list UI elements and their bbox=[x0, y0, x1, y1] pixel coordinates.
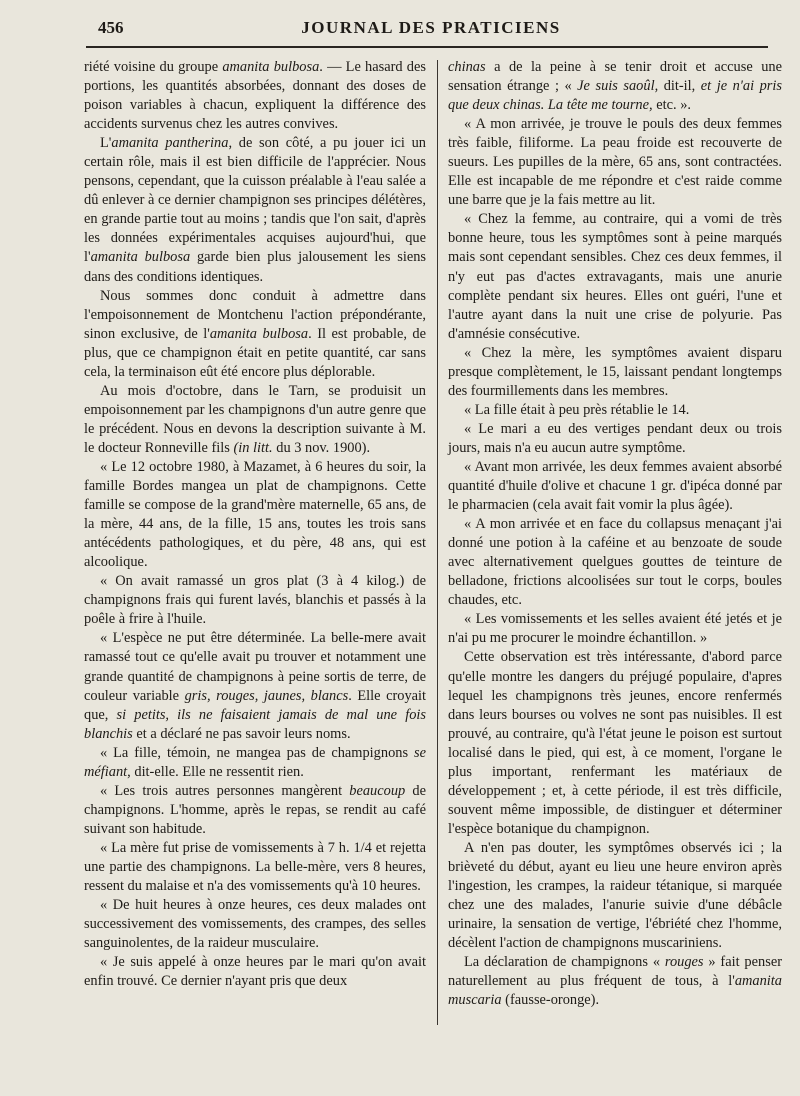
paragraph: Cette observation est très intéressante, d'abord parce qu'elle montre les dangers du préjugé populaire, d'apres lequel les champignons très jeunes, encore renfermés dans leurs bourses ou volves ne sont pas nuisibles. Il est prouvé, au contraire, qu'à l'état jeune le poison est surtout localisé dans le pied, qui est, à ce moment, l'organe le plus important, renfermant les matériaux de développement ; et, à cette période, il est très difficile, souvent même impossible, de distinguer et déterminer l'espèce botanique du champignon. bbox=[448, 649, 782, 837]
paragraph: chinas a de la peine à se tenir droit et accuse une sensation étrange ; « Je suis saoûl, dit-il, et je n'ai pris que deux chinas. La tête me tourne, etc. ». bbox=[448, 59, 782, 114]
left-column bbox=[84, 58, 426, 991]
paragraph: « Les trois autres personnes mangèrent beaucoup de champignons. L'homme, après le repas, se rendit au café suivant son habitude. bbox=[84, 782, 426, 837]
italic-run: (in litt. bbox=[233, 439, 273, 456]
column-divider bbox=[437, 60, 438, 1025]
italic-run: beaucoup bbox=[349, 782, 406, 799]
italic-run: gris, rouges, jaunes, blancs bbox=[184, 687, 349, 704]
paragraph: L'amanita pantherina, de son côté, a pu jouer ici un certain rôle, mais il est bien difficile de l'apprécier. Nous pensons, cependant, que la cuisson préalable à l'eau salée a dû enlever à ce dernier champignon ses principes délétères, en grande partie tout au moins ; tandis que l'on sait, d'après les données expérimentales acquises aujourd'hui, que l'amanita bulbosa garde bien plus jalousement les siens dans des conditions identiques. bbox=[84, 135, 426, 285]
italic-run: si petits, ils ne faisaient jamais de mal une fois blanchis bbox=[84, 706, 426, 742]
italic-run: amanita pantherina bbox=[111, 135, 229, 152]
italic-run: amanita bulbosa bbox=[222, 59, 320, 75]
italic-run: rouges bbox=[664, 954, 704, 971]
italic-run: amanita bulbosa bbox=[90, 249, 191, 266]
paragraph: A n'en pas douter, les symptômes observés ici ; la brièveté du début, ayant eu lieu une heure environ après l'ingestion, les crampes, la raideur tétanique, si marquée chez une des malades, l'anurie suivie d'une débâcle urinaire, la sensation de vertige, l'ébriété chez l'homme, décèlent l'action de champignons muscariniens. bbox=[448, 839, 782, 952]
paragraph: « De huit heures à onze heures, ces deux malades ont successivement des vomissements, des crampes, des selles sanguinolentes, de la raideur musculaire. bbox=[84, 897, 426, 952]
paragraph: « La fille, témoin, ne mangea pas de champignons se méfiant, dit-elle. Elle ne ressentit rien. bbox=[84, 744, 426, 780]
paragraph: « L'espèce ne put être déterminée. La belle-mere avait ramassé tout ce qu'elle avait pu trouver et notamment une grande quantité de champignons à peine sortis de terre, de couleur variable gris, rouges, jaunes, blancs. Elle croyait que, si petits, ils ne faisaient jamais de mal une fois blanchis et a déclaré ne pas savoir leurs noms. bbox=[84, 630, 427, 742]
running-title: JOURNAL DES PRATICIENS bbox=[301, 18, 561, 37]
paragraph: « Je suis appelé à onze heures par le mari qu'on avait enfin trouvé. Ce dernier n'ayant pris que deux bbox=[84, 954, 426, 990]
paragraph: « Chez la mère, les symptômes avaient disparu presque complètement, le 15, laissant pendant longtemps des fourmillements dans les membres. bbox=[448, 344, 782, 399]
italic-run: chinas bbox=[448, 59, 486, 75]
italic-run: amanita muscaria bbox=[448, 973, 782, 1009]
paragraph: Nous sommes donc conduit à admettre dans l'empoisonnement de Montchenu l'action prépondérante, sinon exclusive, de l'amanita bulbosa. Il est probable, de plus, que ce champignon était en petite quantité, car sans cela, la terminaison eût été encore plus déplorable. bbox=[84, 287, 427, 380]
italic-run: et je n'ai pris que deux chinas. La tête me tourne, bbox=[448, 78, 782, 114]
page-header bbox=[94, 18, 768, 44]
paragraph: « Le mari a eu des vertiges pendant deux ou trois jours, mais n'a eu aucun autre symptôme. bbox=[448, 420, 782, 456]
paragraph: « Avant mon arrivée, les deux femmes avaient absorbé quantité d'huile d'olive et chacune 1 gr. d'ipéca donné par le pharmacien (cela avait fait vomir la plus âgée). bbox=[448, 458, 782, 514]
italic-run: se méfiant bbox=[84, 744, 426, 780]
paragraph: « La mère fut prise de vomissements à 7 h. 1/4 et rejetta une partie des champignons. La belle-mère, vers 8 heures, ressent du malaise et n'a des vomissements qu'à 10 heures. bbox=[84, 839, 426, 895]
paragraph: La déclaration de champignons « rouges » fait penser naturellement au plus fréquent de tous, à l'amanita muscaria (fausse-oronge). bbox=[448, 954, 782, 1009]
italic-run: amanita bulbosa bbox=[209, 325, 309, 342]
paragraph: riété voisine du groupe amanita bulbosa. — Le hasard des portions, les quantités absorbées, donnant des doses de poison variables à chacun, expliquent la différence des accidents survenus chez les autres convives. bbox=[84, 59, 426, 133]
paragraph: « La fille était à peu près rétablie le 14. bbox=[464, 401, 690, 418]
paragraph: « A mon arrivée et en face du collapsus menaçant j'ai donné une potion à la caféine et au benzoate de soude avec alternativement quelgues gouttes de teinture de belladone, frictions alcoolisées sur tout le corps, boules chaudes, etc. bbox=[448, 516, 782, 609]
italic-run: Je suis saoûl, bbox=[577, 78, 659, 95]
paragraph: « On avait ramassé un gros plat (3 à 4 kilog.) de champignons frais qui furent lavés, blanchis et passés à la poêle à frire à l'huile. bbox=[84, 573, 426, 628]
paragraph: « Les vomissements et les selles avaient été jetés et je n'ai pu me procurer le moindre échantillon. » bbox=[448, 611, 782, 647]
paragraph: « Le 12 octobre 1980, à Mazamet, à 6 heures du soir, la famille Bordes mangea un plat de champignons. Cette famille se compose de la grand'mère maternelle, 65 ans, de la mère, 44 ans, de la fille, 15 ans, toutes les trois sans antécédents pathologiques, et du père, 48 ans, qui est alcoolique. bbox=[84, 458, 426, 571]
paragraph: « Chez la femme, au contraire, qui a vomi de très bonne heure, tous les symptômes sont à peine marqués mais sont cependant sensibles. Chez ces deux femmes, il n'y eut pas d'actes extravagants, mais une anurie complète pendant six heures. Elles ont guéri, l'une et l'autre ayant dans la nuit une crise de polyurie. Pas d'amnésie consécutive. bbox=[448, 211, 782, 342]
paragraph: « A mon arrivée, je trouve le pouls des deux femmes très faible, filiforme. La peau froide est recouverte de sueurs. Les pupilles de la mère, 65 ans, sont contractées. Elle est incapable de me répondre et c'est raide comme une barre que je la fais mettre au lit. bbox=[448, 116, 782, 209]
page-number: 456 bbox=[98, 18, 124, 37]
right-column bbox=[448, 58, 782, 1010]
header-rule bbox=[86, 46, 768, 48]
paragraph: Au mois d'octobre, dans le Tarn, se produisit un empoisonnement par les champignons d'un autre genre que le précédent. Nous en devons la description suivante à M. le docteur Ronneville fils (in litt. du 3 nov. 1900). bbox=[84, 382, 426, 456]
